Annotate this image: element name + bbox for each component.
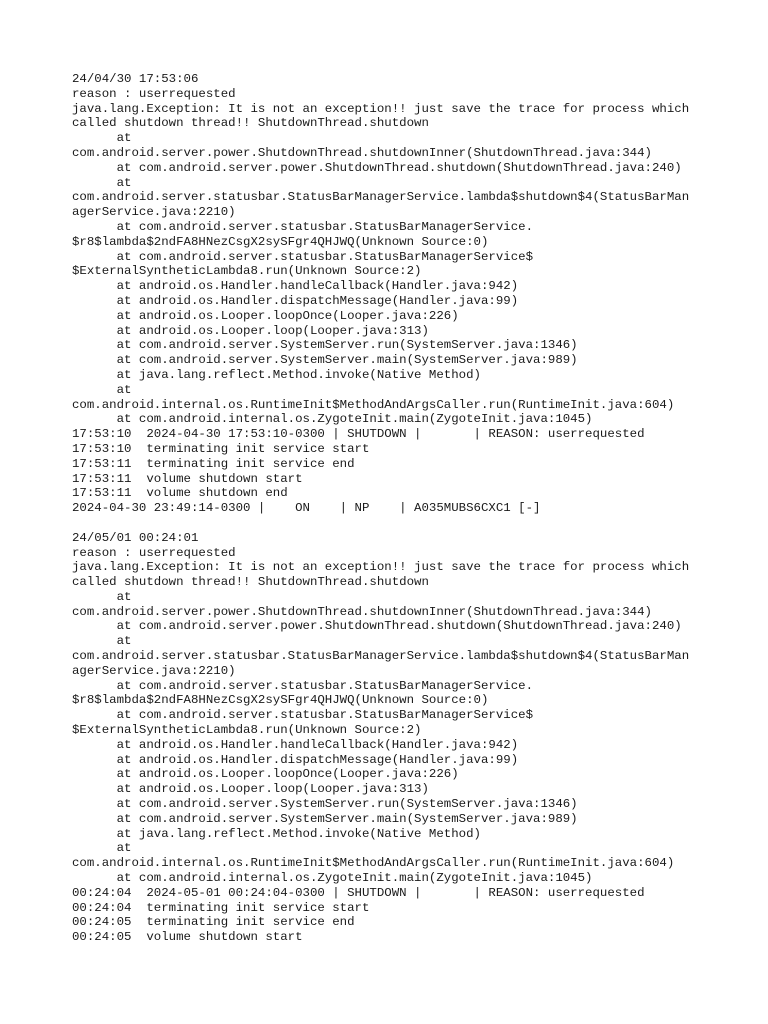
log-line: 00:24:04 terminating init service start (72, 900, 370, 915)
log-line: java.lang.Exception: It is not an exception!! just save the trace for process which (72, 101, 690, 116)
log-line: $ExternalSyntheticLambda8.run(Unknown Source:2) (72, 264, 422, 279)
log-line: at com.android.internal.os.ZygoteInit.main(ZygoteInit.java:1045) (72, 412, 593, 427)
log-line: 17:53:10 2024-04-30 17:53:10-0300 | SHUTDOWN | | REASON: userrequested (72, 427, 645, 442)
log-line: at com.android.server.statusbar.StatusBarManagerService$ (72, 249, 534, 264)
log-line: 00:24:05 volume shutdown start (72, 930, 303, 945)
log-line: agerService.java:2210) (72, 663, 236, 678)
log-line: at com.android.server.power.ShutdownThread.shutdown(ShutdownThread.java:240) (72, 619, 682, 634)
log-line: 24/05/01 00:24:01 (72, 530, 199, 545)
log-line: at android.os.Looper.loopOnce(Looper.java:226) (72, 767, 459, 782)
log-line: at (72, 841, 132, 856)
log-line: at com.android.server.SystemServer.run(SystemServer.java:1346) (72, 797, 578, 812)
log-line: at (72, 175, 132, 190)
log-line: com.android.internal.os.RuntimeInit$MethodAndArgsCaller.run(RuntimeInit.java:604) (72, 397, 675, 412)
log-line: at android.os.Looper.loop(Looper.java:313) (72, 323, 429, 338)
log-line: called shutdown thread!! ShutdownThread.shutdown (72, 575, 429, 590)
log-document (72, 72, 732, 945)
log-line: 17:53:11 volume shutdown end (72, 486, 288, 501)
log-line: at android.os.Looper.loop(Looper.java:313) (72, 782, 429, 797)
log-line: 17:53:11 terminating init service end (72, 456, 355, 471)
log-line: $r8$lambda$2ndFA8HNezCsgX2sySFgr4QHJWQ(Unknown Source:0) (72, 693, 489, 708)
log-line: 00:24:04 2024-05-01 00:24:04-0300 | SHUTDOWN | | REASON: userrequested (72, 885, 645, 900)
blank-line (72, 516, 732, 531)
log-line: called shutdown thread!! ShutdownThread.shutdown (72, 116, 429, 131)
log-line: com.android.server.statusbar.StatusBarManagerService.lambda$shutdown$4(StatusBarMan (72, 190, 690, 205)
log-line: 17:53:11 volume shutdown start (72, 471, 303, 486)
log-line: java.lang.Exception: It is not an exception!! just save the trace for process which (72, 560, 690, 575)
log-line: at com.android.server.statusbar.StatusBarManagerService$ (72, 708, 534, 723)
log-line: at android.os.Looper.loopOnce(Looper.java:226) (72, 308, 459, 323)
log-line: at com.android.server.statusbar.StatusBarManagerService. (72, 678, 534, 693)
log-line: at android.os.Handler.handleCallback(Handler.java:942) (72, 279, 519, 294)
log-line: at android.os.Handler.dispatchMessage(Handler.java:99) (72, 752, 519, 767)
log-line: at java.lang.reflect.Method.invoke(Native Method) (72, 826, 481, 841)
log-line: at com.android.server.power.ShutdownThread.shutdown(ShutdownThread.java:240) (72, 160, 682, 175)
log-line: at com.android.internal.os.ZygoteInit.main(ZygoteInit.java:1045) (72, 871, 593, 886)
log-line: at com.android.server.statusbar.StatusBarManagerService. (72, 219, 534, 234)
log-line: at com.android.server.SystemServer.main(SystemServer.java:989) (72, 353, 578, 368)
log-line: at com.android.server.SystemServer.run(SystemServer.java:1346) (72, 338, 578, 353)
log-line: com.android.server.statusbar.StatusBarManagerService.lambda$shutdown$4(StatusBarMan (72, 649, 690, 664)
log-line: reason : userrequested (72, 545, 236, 560)
log-line: com.android.internal.os.RuntimeInit$MethodAndArgsCaller.run(RuntimeInit.java:604) (72, 856, 675, 871)
log-line: $r8$lambda$2ndFA8HNezCsgX2sySFgr4QHJWQ(Unknown Source:0) (72, 234, 489, 249)
log-line: reason : userrequested (72, 86, 236, 101)
log-line: 2024-04-30 23:49:14-0300 | ON | NP | A035MUBS6CXC1 [-] (72, 501, 541, 516)
log-line: agerService.java:2210) (72, 205, 236, 220)
log-line: at android.os.Handler.dispatchMessage(Handler.java:99) (72, 293, 519, 308)
log-line: com.android.server.power.ShutdownThread.shutdownInner(ShutdownThread.java:344) (72, 604, 652, 619)
log-line: com.android.server.power.ShutdownThread.shutdownInner(ShutdownThread.java:344) (72, 145, 652, 160)
log-line: $ExternalSyntheticLambda8.run(Unknown Source:2) (72, 723, 422, 738)
log-line: at com.android.server.SystemServer.main(SystemServer.java:989) (72, 811, 578, 826)
log-line: at android.os.Handler.handleCallback(Handler.java:942) (72, 737, 519, 752)
log-line: at (72, 589, 132, 604)
log-line: at java.lang.reflect.Method.invoke(Native Method) (72, 367, 481, 382)
log-line: at (72, 634, 132, 649)
log-line: 24/04/30 17:53:06 (72, 72, 199, 86)
log-line: 00:24:05 terminating init service end (72, 915, 355, 930)
log-line: at (72, 382, 132, 397)
log-line: 17:53:10 terminating init service start (72, 441, 370, 456)
log-line: at (72, 131, 132, 146)
